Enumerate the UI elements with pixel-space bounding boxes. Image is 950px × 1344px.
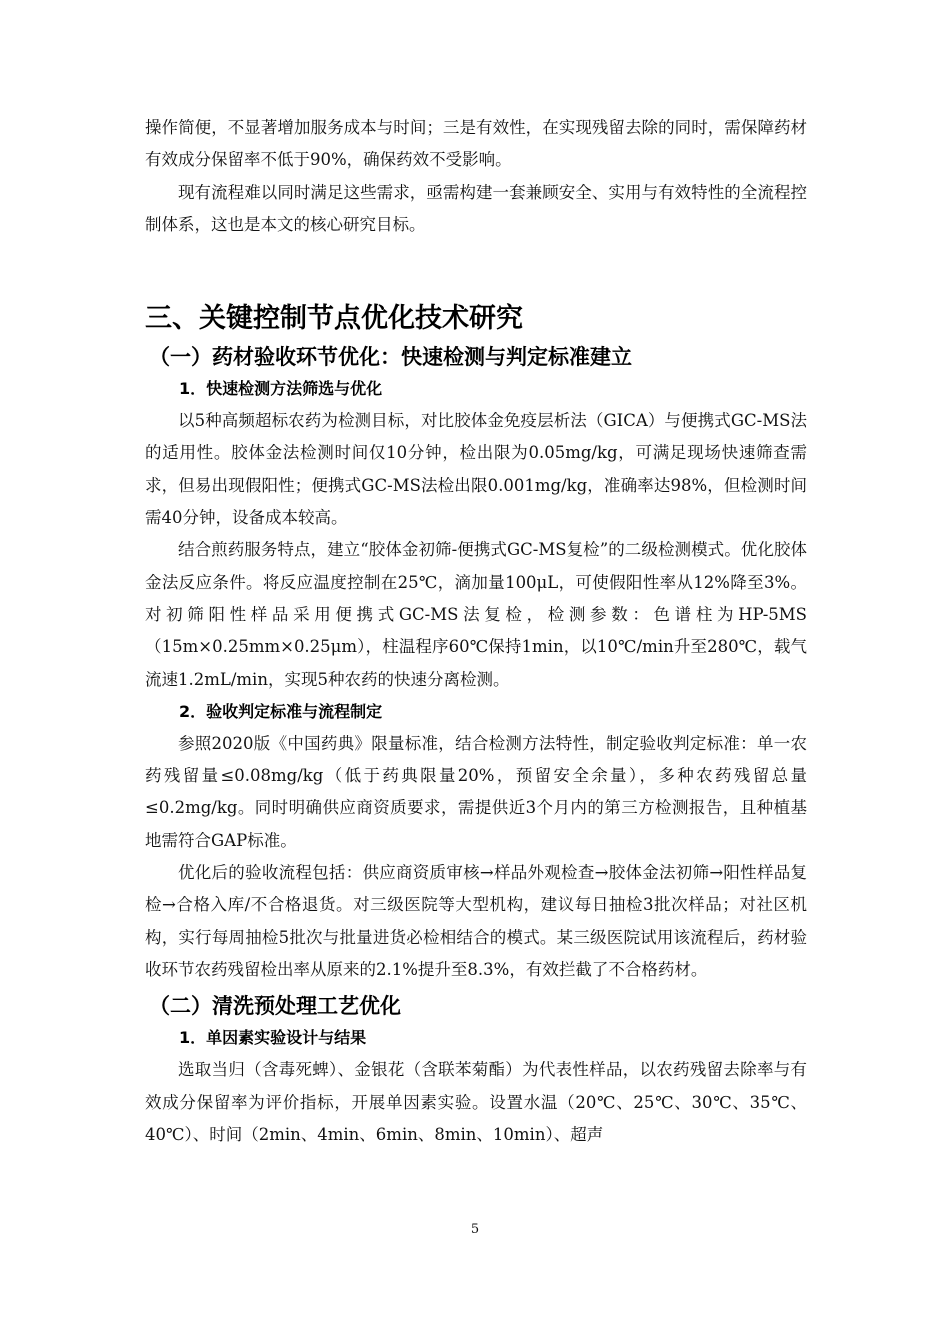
paragraph-intro-end: 操作简便，不显著增加服务成本与时间；三是有效性，在实现残留去除的同时，需保障药材有效成分保留率不低于90%，确保药效不受影响。	[145, 118, 807, 170]
paragraph-detect-model: 结合煎药服务特点，建立“胶体金初筛-便携式GC-MS复检”的二级检测模式。优化胶体金法反应条件。将反应温度控制在25℃，滴加量100μL，可使假阳性率从12%降至3%。对初筛阳性样品采用便携式GC-MS法复检，检测参数：色谱柱为HP-5MS（15m×0.25mm×0.25μm），柱温程序60℃保持1min，以10℃/min升至280℃，载气流速1.2mL/min，实现5种农药的快速分离检测。	[145, 540, 807, 689]
paragraph-single-factor: 选取当归（含毒死蜱）、金银花（含联苯菊酯）为代表性样品，以农药残留去除率与有效成分保留率为评价指标，开展单因素实验。设置水温（20℃、25℃、30℃、35℃、40℃）、时间（2min、4min、6min、8min、10min）、超声	[145, 1060, 807, 1144]
subsubsection-heading-2-1: 1．单因素实验设计与结果	[179, 1028, 367, 1048]
page-body	[145, 112, 807, 1151]
paragraph-standard: 参照2020版《中国药典》限量标准，结合检测方法特性，制定验收判定标准：单一农药残留量≤0.08mg/kg（低于药典限量20%，预留安全余量），多种农药残留总量≤0.2mg/kg。同时明确供应商资质要求，需提供近3个月内的第三方检测报告，且种植基地需符合GAP标准。	[145, 733, 807, 850]
paragraph-process: 优化后的验收流程包括：供应商资质审核→样品外观检查→胶体金法初筛→阳性样品复检→合格入库/不合格退货。对三级医院等大型机构，建议每日抽检3批次样品；对社区机构，实行每周抽检5批次与批量进货必检相结合的模式。某三级医院试用该流程后，药材验收环节农药残留检出率从原来的2.1%提升至8.3%，有效拦截了不合格药材。	[145, 863, 807, 979]
section-heading-3: 三、关键控制节点优化技术研究	[145, 303, 523, 335]
subsubsection-heading-1-1: 1．快速检测方法筛选与优化	[179, 379, 383, 399]
paragraph-detect-compare: 以5种高频超标农药为检测目标，对比胶体金免疫层析法（GICA）与便携式GC-MS法的适用性。胶体金法检测时间仅10分钟，检出限为0.05mg/kg，可满足现场快速筛查需求，但易出现假阳性；便携式GC-MS法检出限0.001mg/kg，准确率达98%，但检测时间需40分钟，设备成本较高。	[145, 411, 807, 528]
subsection-heading-1: （一）药材验收环节优化：快速检测与判定标准建立	[149, 345, 632, 370]
page-number: 5	[470, 1222, 480, 1237]
subsubsection-heading-1-2: 2．验收判定标准与流程制定	[179, 701, 383, 721]
paragraph-intro-goal: 现有流程难以同时满足这些需求，亟需构建一套兼顾安全、实用与有效特性的全流程控制体系，这也是本文的核心研究目标。	[145, 182, 807, 234]
subsection-heading-2: （二）清洗预处理工艺优化	[149, 994, 401, 1019]
